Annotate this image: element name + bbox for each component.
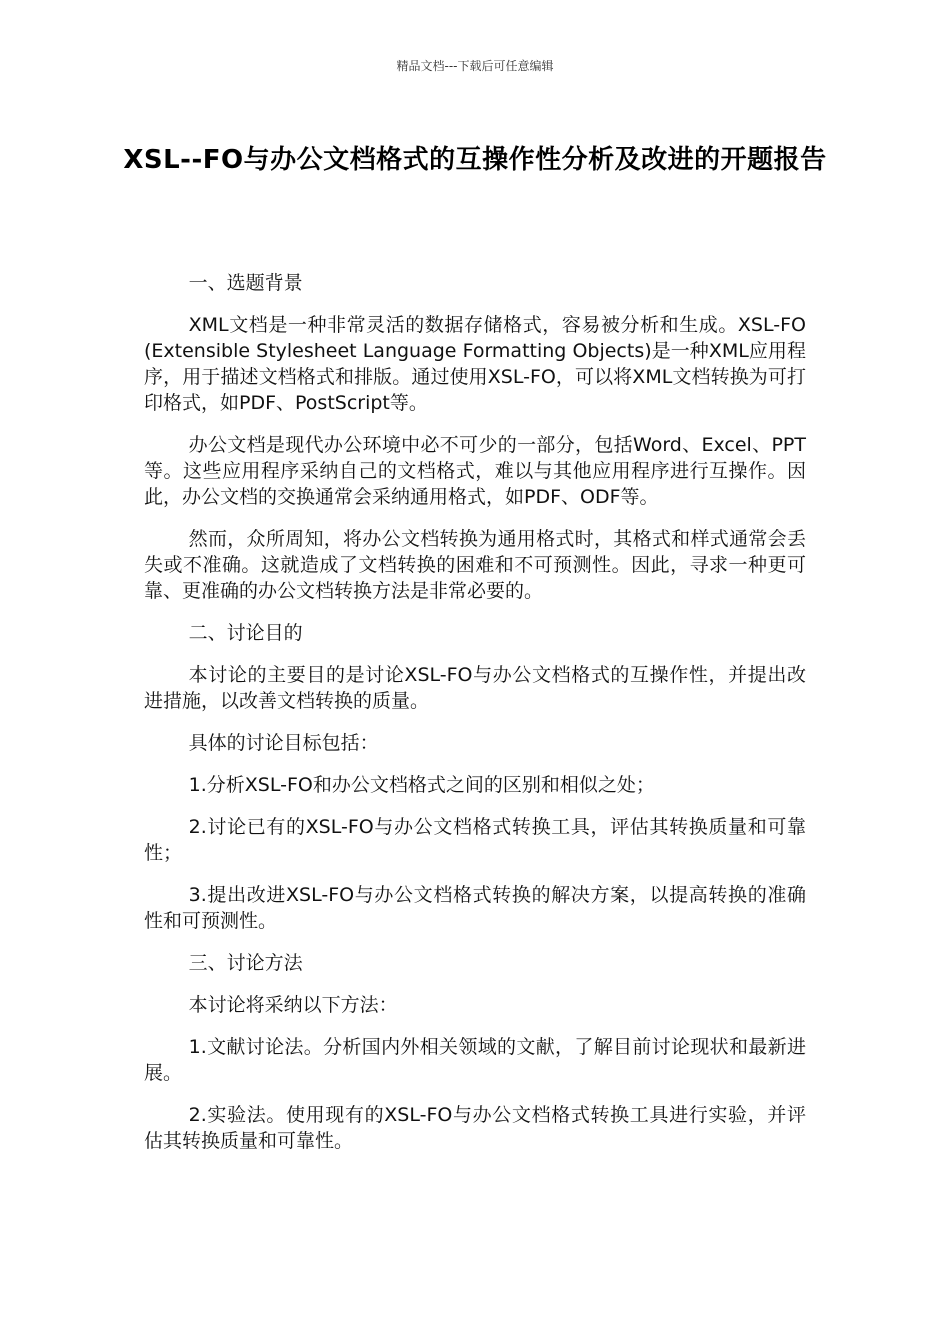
paragraph: 具体的讨论目标包括：: [188, 732, 379, 754]
list-item: 2.实验法。使用现有的XSL-FO与办公文档格式转换工具进行实验，并评估其转换质量和可靠性。: [144, 1104, 806, 1152]
paragraph: 办公文档是现代办公环境中必不可少的一部分，包括Word、Excel、PPT等。这些应用程序采纳自己的文档格式，难以与其他应用程序进行互操作。因此，办公文档的交换通常会采纳通用格式，如PDF、ODF等。: [144, 434, 806, 508]
list-item: 1.文献讨论法。分析国内外相关领域的文献，了解目前讨论现状和最新进展。: [144, 1036, 806, 1084]
list-item: 1.分析XSL-FO和办公文档格式之间的区别和相似之处；: [188, 774, 655, 796]
section-heading-method: 三、讨论方法: [188, 952, 303, 974]
paragraph: XML文档是一种非常灵活的数据存储格式，容易被分析和生成。XSL-FO (Extensible Stylesheet Language Formatting Objects)是一种XML应用程序，用于描述文档格式和排版。通过使用XSL-FO，可以将XML文档转换为可打印格式，如PDF、PostScript等。: [144, 314, 806, 414]
paragraph: 本讨论将采纳以下方法：: [188, 994, 398, 1016]
page-header-note: 精品文档---下载后可任意编辑: [396, 59, 554, 73]
paragraph: 本讨论的主要目的是讨论XSL-FO与办公文档格式的互操作性，并提出改进措施，以改善文档转换的质量。: [144, 664, 806, 712]
section-heading-purpose: 二、讨论目的: [188, 622, 303, 644]
document-body: [144, 270, 806, 1170]
paragraph: 然而，众所周知，将办公文档转换为通用格式时，其格式和样式通常会丢失或不准确。这就造成了文档转换的困难和不可预测性。因此，寻求一种更可靠、更准确的办公文档转换方法是非常必要的。: [144, 528, 806, 602]
list-item: 3.提出改进XSL-FO与办公文档格式转换的解决方案，以提高转换的准确性和可预测性。: [144, 884, 806, 932]
document-title: XSL--FO与办公文档格式的互操作性分析及改进的开题报告: [123, 145, 827, 175]
section-heading-background: 一、选题背景: [188, 272, 303, 294]
list-item: 2.讨论已有的XSL-FO与办公文档格式转换工具，评估其转换质量和可靠性；: [144, 816, 806, 864]
